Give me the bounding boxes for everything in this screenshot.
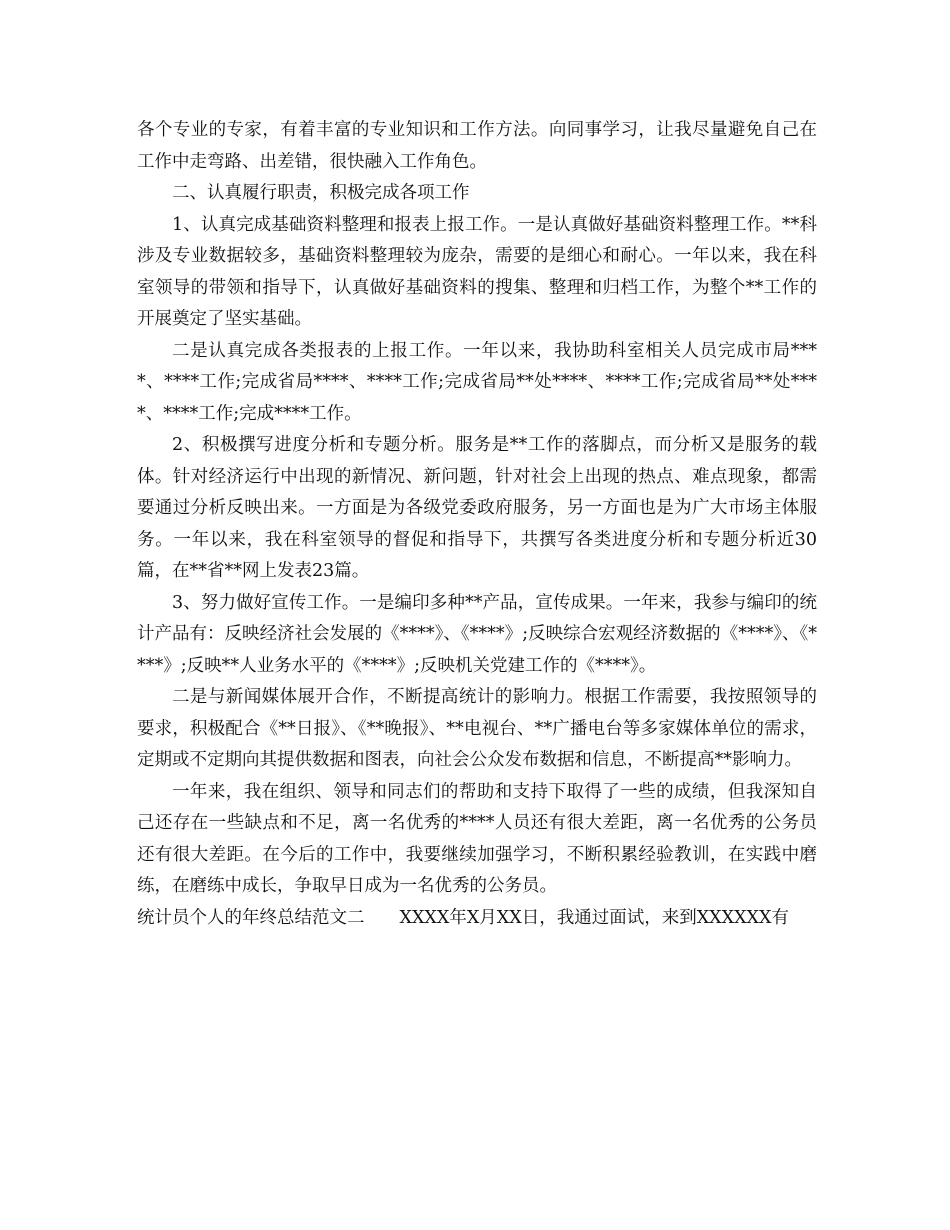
paragraph-summary: 一年来，我在组织、领导和同志们的帮助和支持下取得了一些的成绩，但我深知自己还存在一些缺点和不足，离一名优秀的****人员还有很大差距，离一名优秀的公务员还有很大差距。在今后的工作中，我要继续加强学习，不断积累经验教训，在实践中磨练，在磨练中成长，争取早日成为一名优秀的公务员。 — [137, 781, 817, 896]
paragraph-item-1: 1、认真完成基础资料整理和报表上报工作。一是认真做好基础资料整理工作。**科涉及专业数据较多，基础资料整理较为庞杂，需要的是细心和耐心。一年以来，我在科室领导的带领和指导下，认真做好基础资料的搜集、整理和归档工作，为整个**工作的开展奠定了坚实基础。 — [137, 214, 817, 329]
paragraph-next-article: 统计员个人的年终总结范文二 XXXX年X月XX日，我通过面试，来到XXXXXX有 — [137, 907, 789, 928]
document-body — [137, 115, 817, 934]
paragraph-media: 二是与新闻媒体展开合作，不断提高统计的影响力。根据工作需要，我按照领导的要求，积极配合《**日报》、《**晚报》、**电视台、**广播电台等多家媒体单位的需求，定期或不定期向其提供数据和图表，向社会公众发布数据和信息，不断提高**影响力。 — [137, 687, 817, 770]
paragraph-reports: 二是认真完成各类报表的上报工作。一年以来，我协助科室相关人员完成市局****、****工作;完成省局****、****工作;完成省局**处****、****工作;完成省局**处****、****工作;完成****工作。 — [137, 340, 817, 424]
paragraph-1: 各个专业的专家，有着丰富的专业知识和工作方法。向同事学习，让我尽量避免自己在工作中走弯路、出差错，很快融入工作角色。 — [137, 120, 817, 172]
paragraph-item-2: 2、积极撰写进度分析和专题分析。服务是**工作的落脚点，而分析又是服务的载体。针对经济运行中出现的新情况、新问题，针对社会上出现的热点、难点现象，都需要通过分析反映出来。一方面是为各级党委政府服务，另一方面也是为广大市场主体服务。一年以来，我在科室领导的督促和指导下，共撰写各类进度分析和专题分析近30篇，在**省**网上发表23篇。 — [137, 435, 817, 581]
section-heading-2: 二、认真履行职责，积极完成各项工作 — [172, 183, 470, 203]
paragraph-item-3: 3、努力做好宣传工作。一是编印多种**产品，宣传成果。一年来，我参与编印的统计产品有：反映经济社会发展的《****》、《****》;反映综合宏观经济数据的《****》、《****》;反映**人业务水平的《****》;反映机关党建工作的《****》。 — [137, 592, 817, 676]
